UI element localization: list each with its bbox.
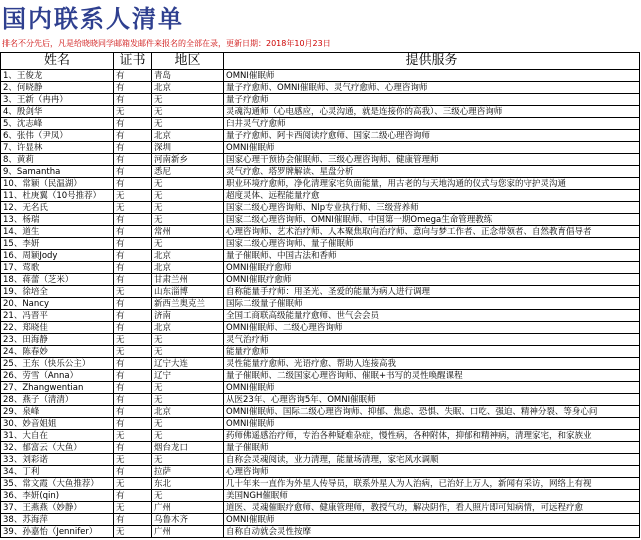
cell-name: 5、沈志峰	[1, 118, 114, 130]
cell-region: 广州	[152, 502, 224, 514]
cell-region: 乌鲁木齐	[152, 514, 224, 526]
cell-region: 拉萨	[152, 466, 224, 478]
cell-region: 无	[152, 190, 224, 202]
cell-services: 臼井灵气疗愈师	[224, 118, 640, 130]
cell-certificate: 有	[114, 118, 152, 130]
cell-region: 无	[152, 118, 224, 130]
cell-certificate: 无	[114, 286, 152, 298]
table-row	[1, 166, 640, 178]
cell-certificate: 无	[114, 346, 152, 358]
cell-services: 灵性能量疗愈师、光语疗愈、帮助人连接高我	[224, 358, 640, 370]
cell-certificate: 无	[114, 106, 152, 118]
cell-name: 8、黄莉	[1, 154, 114, 166]
table-row	[1, 214, 640, 226]
cell-certificate: 有	[114, 298, 152, 310]
cell-region: 济南	[152, 310, 224, 322]
cell-services: OMNI催眠师	[224, 142, 640, 154]
table-row	[1, 406, 640, 418]
cell-certificate: 无	[114, 454, 152, 466]
cell-region: 河南新乡	[152, 154, 224, 166]
cell-services: 国家心理干预协会催眠师、三级心理咨询师、健康管理师	[224, 154, 640, 166]
cell-name: 30、妙音姐姐	[1, 418, 114, 430]
cell-region: 悉尼	[152, 166, 224, 178]
cell-name: 29、泉峰	[1, 406, 114, 418]
cell-services: 道医、灵魂催眠疗愈师、健康管理师，教授气功，解决阴作，看人照片即可知病情，可远程疗愈	[224, 502, 640, 514]
table-row	[1, 202, 640, 214]
table-row	[1, 322, 640, 334]
cell-certificate: 无	[114, 190, 152, 202]
cell-certificate: 有	[114, 82, 152, 94]
table-row	[1, 334, 640, 346]
cell-name: 12、无名氏	[1, 202, 114, 214]
cell-certificate: 有	[114, 382, 152, 394]
cell-services: 量子疗愈师、OMNI催眠师、灵气疗愈师、心理咨询师	[224, 82, 640, 94]
table-row	[1, 310, 640, 322]
cell-certificate: 有	[114, 418, 152, 430]
cell-certificate: 有	[114, 166, 152, 178]
cell-region: 无	[152, 454, 224, 466]
cell-name: 13、杨瑞	[1, 214, 114, 226]
cell-region: 无	[152, 178, 224, 190]
update-notice: 排名不分先后，凡是给晓晓同学邮箱发邮件来报名的全部在录，更新日期：2018年10月23日	[2, 39, 331, 48]
cell-name: 4、殷剑华	[1, 106, 114, 118]
table-row	[1, 298, 640, 310]
table-row	[1, 358, 640, 370]
cell-certificate: 有	[114, 250, 152, 262]
cell-certificate: 有	[114, 94, 152, 106]
cell-name: 31、大自在	[1, 430, 114, 442]
table-row	[1, 394, 640, 406]
table-row	[1, 94, 640, 106]
cell-name: 1、王俊龙	[1, 70, 114, 82]
cell-certificate: 有	[114, 154, 152, 166]
table-row	[1, 70, 640, 82]
cell-name: 11、杜庚翼（10号推荐）	[1, 190, 114, 202]
cell-name: 38、苏海萍	[1, 514, 114, 526]
table-row	[1, 382, 640, 394]
cell-region: 无	[152, 394, 224, 406]
column-header-services: 提供服务	[224, 53, 640, 70]
cell-region: 无	[152, 94, 224, 106]
cell-services: 从医23年、心理咨询5年、OMNI催眠师	[224, 394, 640, 406]
cell-services: 自称会灵魂阅读，业力清理，能量场清理，家宅风水调顺	[224, 454, 640, 466]
cell-region: 无	[152, 430, 224, 442]
cell-services: 全国工商联高级能量疗愈师、世气会会员	[224, 310, 640, 322]
cell-name: 28、燕子（清清）	[1, 394, 114, 406]
cell-certificate: 有	[114, 514, 152, 526]
cell-certificate: 有	[114, 394, 152, 406]
table-row	[1, 418, 640, 430]
table-row	[1, 250, 640, 262]
table-row	[1, 82, 640, 94]
column-header-name: 姓名	[1, 53, 114, 70]
table-row	[1, 346, 640, 358]
cell-region: 青岛	[152, 70, 224, 82]
cell-region: 东北	[152, 478, 224, 490]
cell-certificate: 无	[114, 430, 152, 442]
cell-certificate: 有	[114, 358, 152, 370]
cell-certificate: 无	[114, 202, 152, 214]
cell-region: 北京	[152, 250, 224, 262]
table-row	[1, 274, 640, 286]
cell-services: 心理咨询师、艺术治疗师、人本聚焦取向治疗师、意向与梦工作者、正念带领者、自然教育倡导者	[224, 226, 640, 238]
cell-region: 无	[152, 346, 224, 358]
cell-name: 10、常颖（民温湖）	[1, 178, 114, 190]
cell-name: 3、王新（冉冉）	[1, 94, 114, 106]
cell-services: 职业环境疗愈师，净化清理家宅负面能量，用古老的与天地沟通的仪式与您家的守护灵沟通	[224, 178, 640, 190]
cell-certificate: 无	[114, 334, 152, 346]
cell-region: 辽宁	[152, 370, 224, 382]
cell-services: 能量疗愈师	[224, 346, 640, 358]
cell-region: 北京	[152, 406, 224, 418]
cell-certificate: 有	[114, 490, 152, 502]
cell-services: 量子疗愈师、阿卡西阅读疗愈师、国家二级心理咨询师	[224, 130, 640, 142]
cell-certificate: 有	[114, 262, 152, 274]
cell-name: 25、王东（快乐公主）	[1, 358, 114, 370]
table-row	[1, 514, 640, 526]
cell-region: 无	[152, 106, 224, 118]
table-row	[1, 502, 640, 514]
cell-name: 37、王燕燕（妙静）	[1, 502, 114, 514]
table-row	[1, 130, 640, 142]
cell-certificate: 有	[114, 406, 152, 418]
table-row	[1, 478, 640, 490]
cell-name: 9、Samantha	[1, 166, 114, 178]
table-header-row	[1, 53, 640, 70]
table-row	[1, 226, 640, 238]
cell-certificate: 有	[114, 466, 152, 478]
cell-name: 22、郑晓佳	[1, 322, 114, 334]
cell-name: 24、陈春妙	[1, 346, 114, 358]
cell-region: 北京	[152, 82, 224, 94]
cell-services: OMNI催眠师	[224, 514, 640, 526]
table-row	[1, 262, 640, 274]
cell-name: 33、刘彩诺	[1, 454, 114, 466]
cell-certificate: 无	[114, 502, 152, 514]
cell-name: 20、Nancy	[1, 298, 114, 310]
cell-services: 国家二级心理咨询师、Nlp专业执行师、三级营养师	[224, 202, 640, 214]
cell-services: 量子催眠师	[224, 442, 640, 454]
cell-region: 常州	[152, 226, 224, 238]
table-row	[1, 526, 640, 538]
column-header-certificate: 证书	[114, 53, 152, 70]
cell-certificate: 有	[114, 214, 152, 226]
cell-region: 甘肃兰州	[152, 274, 224, 286]
cell-region: 山东淄博	[152, 286, 224, 298]
table-row	[1, 454, 640, 466]
table-row	[1, 490, 640, 502]
cell-certificate: 有	[114, 310, 152, 322]
cell-name: 7、许显林	[1, 142, 114, 154]
cell-services: 量子催眠师、二级国家心理咨询师、催眠+书写的灵性唤醒课程	[224, 370, 640, 382]
cell-name: 15、李妍	[1, 238, 114, 250]
cell-services: 国家二级心理咨询师、量子催眠师	[224, 238, 640, 250]
cell-services: OMNI催眠师、二级心理咨询师	[224, 322, 640, 334]
table-row	[1, 154, 640, 166]
cell-name: 23、田海静	[1, 334, 114, 346]
table-row	[1, 442, 640, 454]
cell-services: 量子催眠师、中国古法和香师	[224, 250, 640, 262]
cell-region: 无	[152, 334, 224, 346]
cell-name: 19、徐培全	[1, 286, 114, 298]
cell-region: 深圳	[152, 142, 224, 154]
cell-region: 北京	[152, 130, 224, 142]
cell-certificate: 有	[114, 70, 152, 82]
table-row	[1, 466, 640, 478]
cell-name: 18、蒋蕾（芝米）	[1, 274, 114, 286]
table-row	[1, 178, 640, 190]
cell-services: 国家二级心理咨询师、OMNI催眠师、中国第一期Omega生命管理教练	[224, 214, 640, 226]
cell-certificate: 有	[114, 442, 152, 454]
cell-services: OMNI催眠师	[224, 70, 640, 82]
cell-services: 自称自动就会灵性按摩	[224, 526, 640, 538]
cell-name: 14、道生	[1, 226, 114, 238]
cell-region: 无	[152, 238, 224, 250]
cell-region: 烟台龙口	[152, 442, 224, 454]
cell-services: 心理咨询师	[224, 466, 640, 478]
cell-region: 无	[152, 382, 224, 394]
cell-certificate: 有	[114, 226, 152, 238]
cell-services: OMNI催眠师、国际二级心理咨询师、抑郁、焦虑、恐惧、失眠、口吃、强迫、精神分裂、等身心问	[224, 406, 640, 418]
cell-services: 量子疗愈师	[224, 94, 640, 106]
cell-services: OMNI催眠疗愈师	[224, 262, 640, 274]
cell-name: 16、周颖Jody	[1, 250, 114, 262]
cell-region: 广州	[152, 526, 224, 538]
cell-services: 国际二级量子催眠师	[224, 298, 640, 310]
cell-services: 超度灵体、远程能量疗愈	[224, 190, 640, 202]
cell-services: OMNI催眠疗愈师	[224, 274, 640, 286]
cell-name: 34、丁利	[1, 466, 114, 478]
cell-name: 39、孙嘉怡（Jennifer）	[1, 526, 114, 538]
cell-services: 几十年来一直作为外星人传导员，联系外星人为人治病，已治好上万人，新闻有采访，网络上有视	[224, 478, 640, 490]
cell-certificate: 有	[114, 274, 152, 286]
cell-services: 自称能量手疗师：用圣光、圣爱的能量为病人进行调理	[224, 286, 640, 298]
table-row	[1, 430, 640, 442]
cell-name: 32、郁富云（大鱼）	[1, 442, 114, 454]
cell-certificate: 有	[114, 130, 152, 142]
cell-region: 无	[152, 490, 224, 502]
cell-certificate: 有	[114, 142, 152, 154]
page-title: 国内联系人清单	[2, 5, 184, 33]
column-header-region: 地区	[152, 53, 224, 70]
table-row	[1, 142, 640, 154]
cell-certificate: 有	[114, 238, 152, 250]
cell-name: 17、莺歌	[1, 262, 114, 274]
cell-region: 无	[152, 202, 224, 214]
cell-services: 灵气疗愈、塔罗牌解读、星盘分析	[224, 166, 640, 178]
cell-certificate: 无	[114, 526, 152, 538]
cell-region: 辽宁大连	[152, 358, 224, 370]
contact-table	[0, 52, 640, 538]
cell-name: 26、劳雪（Anna）	[1, 370, 114, 382]
cell-certificate: 有	[114, 178, 152, 190]
cell-name: 35、常文霞（大鱼推荐）	[1, 478, 114, 490]
cell-services: OMNI催眠师	[224, 418, 640, 430]
cell-services: 药师佛遥感治疗师，专治各种疑难杂症，慢性病，各种附体，抑郁和精神病，清理家宅，和家族业	[224, 430, 640, 442]
cell-name: 27、Zhangwentian	[1, 382, 114, 394]
cell-certificate: 无	[114, 478, 152, 490]
cell-region: 新西兰奥克兰	[152, 298, 224, 310]
cell-services: 灵气治疗师	[224, 334, 640, 346]
table-row	[1, 190, 640, 202]
table-row	[1, 118, 640, 130]
cell-region: 无	[152, 418, 224, 430]
table-row	[1, 238, 640, 250]
cell-certificate: 有	[114, 322, 152, 334]
cell-services: 灵魂沟通师（心电感应，心灵沟通，就是连接你的高我）、三级心理咨询师	[224, 106, 640, 118]
cell-certificate: 有	[114, 370, 152, 382]
cell-region: 北京	[152, 322, 224, 334]
cell-services: 美国NGH催眠师	[224, 490, 640, 502]
table-row	[1, 370, 640, 382]
table-body	[1, 70, 640, 538]
cell-name: 6、张伟（尹凤）	[1, 130, 114, 142]
table-row	[1, 286, 640, 298]
table-row	[1, 106, 640, 118]
cell-name: 2、何晓静	[1, 82, 114, 94]
cell-name: 21、冯晋平	[1, 310, 114, 322]
cell-name: 36、李妍(qin)	[1, 490, 114, 502]
cell-services: OMNI催眠师	[224, 382, 640, 394]
cell-region: 北京	[152, 262, 224, 274]
cell-region: 无	[152, 214, 224, 226]
